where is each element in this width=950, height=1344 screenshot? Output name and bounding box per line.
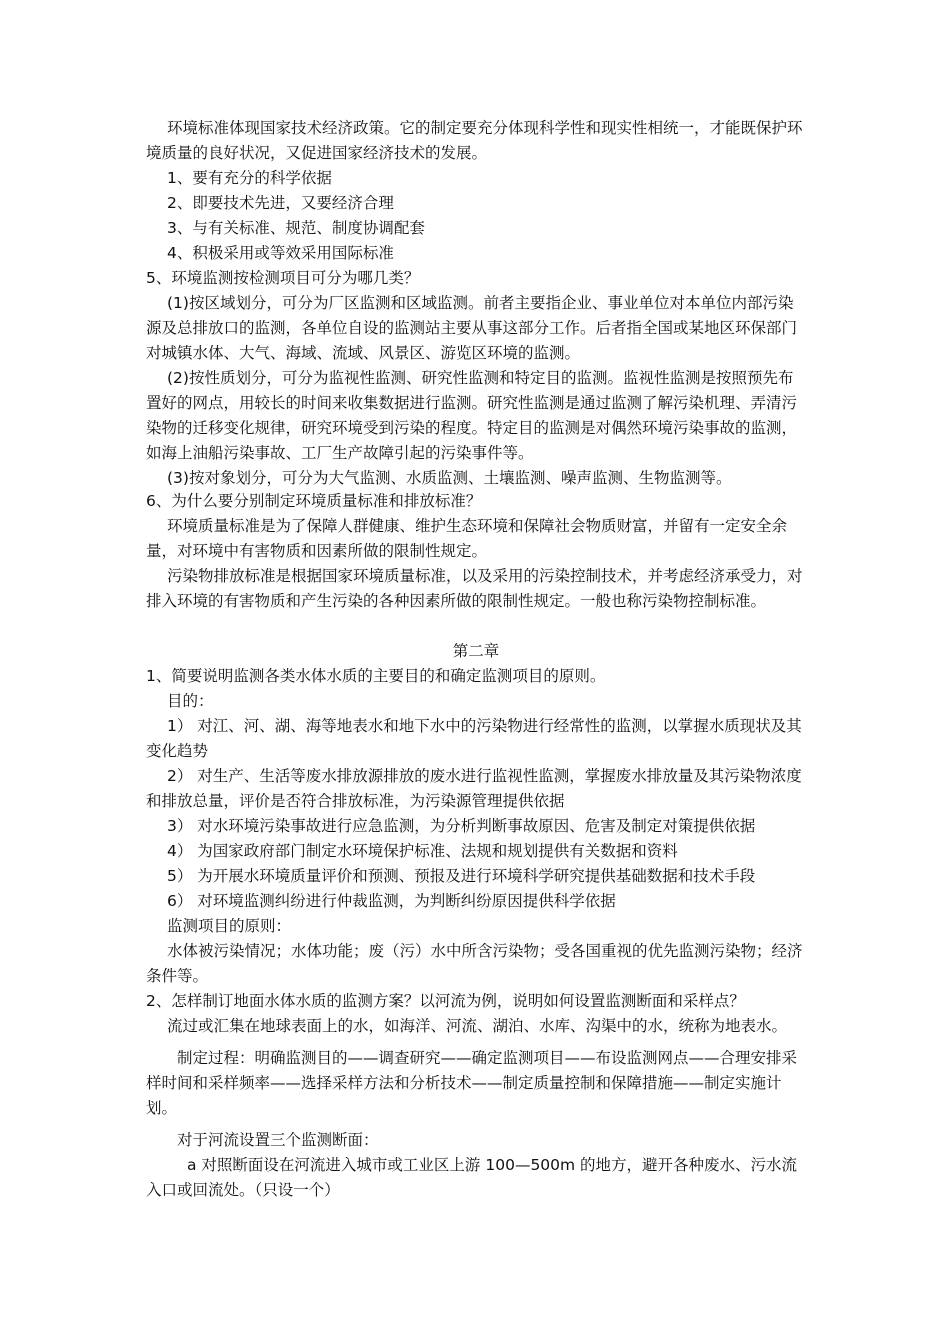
section-a: a 对照断面设在河流进入城市或工业区上游 100—500m 的地方，避开各种废水、污水流入口或回流处。（只设一个） [146, 1156, 798, 1199]
policy-paragraph: 环境标准体现国家技术经济政策。它的制定要充分体现科学性和现实性相统一，才能既保护环境质量的良好状况，又促进国家经济技术的发展。 [146, 119, 803, 162]
purpose-label: 目的： [167, 692, 214, 710]
principle-item: 4、积极采用或等效采用国际标准 [167, 244, 394, 262]
principle-item: 2、即要技术先进，又要经济合理 [167, 194, 394, 212]
plan-process: 制定过程：明确监测目的——调查研究——确定监测项目——布设监测网点——合理安排采样时间和采样频率——选择采样方法和分析技术——制定质量控制和保障措施——制定实施计划。 [146, 1049, 798, 1117]
paragraph: (2)按性质划分，可分为监视性监测、研究性监测和特定目的监测。监视性监测是按照预先布置好的网点，用较长的时间来收集数据进行监测。研究性监测是通过监测了解污染机理、弄清污染物的迁移变化规律，研究环境受到污染的程度。特定目的监测是对偶然环境污染事故的监测，如海上油船污染事故、工厂生产故障引起的污染事件等。 [146, 369, 798, 462]
section-q5 [146, 266, 806, 491]
purpose-item: 4） 为国家政府部门制定水环境保护标准、法规和规划提供有关数据和资料 [167, 842, 678, 860]
purpose-item: 5） 为开展水环境质量评价和预测、预报及进行环境科学研究提供基础数据和技术手段 [167, 867, 756, 885]
paragraph: (1)按区域划分，可分为厂区监测和区域监测。前者主要指企业、事业单位对本单位内部污染源及总排放口的监测，各单位自设的监测站主要从事这部分工作。后者指全国或某地区环保部门对城镇水体、大气、海域、流域、风景区、游览区环境的监测。 [146, 294, 798, 362]
purpose-item: 6） 对环境监测纠纷进行仲裁监测，为判断纠纷原因提供科学依据 [167, 892, 616, 910]
principle-label: 监测项目的原则： [167, 917, 292, 935]
question-heading: 1、简要说明监测各类水体水质的主要目的和确定监测项目的原则。 [146, 667, 606, 685]
purpose-item: 1） 对江、河、湖、海等地表水和地下水中的污染物进行经常性的监测，以掌握水质现状及其变化趋势 [146, 717, 802, 760]
purpose-item: 2） 对生产、生活等废水排放源排放的废水进行监视性监测，掌握废水排放量及其污染物浓度和排放总量，评价是否符合排放标准，为污染源管理提供依据 [146, 767, 802, 810]
section-q6 [146, 489, 806, 614]
principle-item: 3、与有关标准、规范、制度协调配套 [167, 219, 425, 237]
section-chapter2 [146, 639, 806, 1203]
question-heading: 5、环境监测按检测项目可分为哪几类？ [146, 269, 420, 287]
paragraph: 污染物排放标准是根据国家环境质量标准，以及采用的污染控制技术，并考虑经济承受力，对排入环境的有害物质和产生污染的各种因素所做的限制性规定。一般也称污染物控制标准。 [146, 567, 803, 610]
chapter-heading: 第二章 [452, 642, 500, 660]
principle-text: 水体被污染情况；水体功能；废（污）水中所含污染物；受各国重视的优先监测污染物；经济条件等。 [146, 942, 803, 985]
principle-item: 1、要有充分的科学依据 [167, 169, 332, 187]
question-heading: 6、为什么要分别制定环境质量标准和排放标准？ [146, 492, 482, 510]
paragraph: 环境质量标准是为了保障人群健康、维护生态环境和保障社会物质财富，并留有一定安全余量，对环境中有害物质和因素所做的限制性规定。 [146, 517, 788, 560]
purpose-item: 3） 对水环境污染事故进行应急监测，为分析判断事故原因、危害及制定对策提供依据 [167, 817, 756, 835]
sections-intro: 对于河流设置三个监测断面： [177, 1131, 379, 1149]
paragraph: (3)按对象划分，可分为大气监测、水质监测、土壤监测、噪声监测、生物监测等。 [167, 469, 732, 487]
section-standards-principles [146, 116, 806, 266]
question-heading: 2、怎样制订地面水体水质的监测方案？以河流为例，说明如何设置监测断面和采样点？ [146, 992, 745, 1010]
surface-water-definition: 流过或汇集在地球表面上的水，如海洋、河流、湖泊、水库、沟渠中的水，统称为地表水。 [167, 1017, 788, 1035]
